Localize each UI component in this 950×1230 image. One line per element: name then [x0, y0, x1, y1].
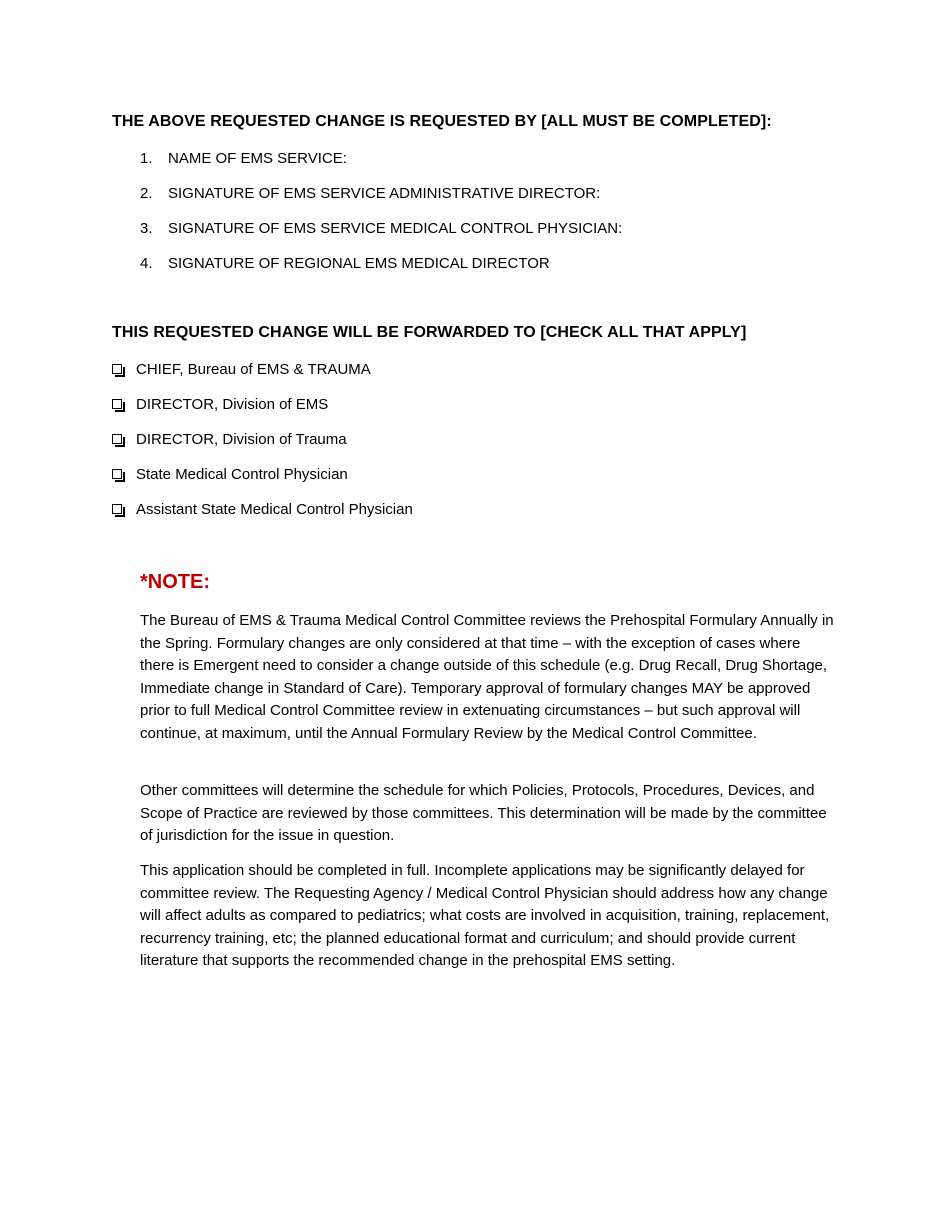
- checklist-item-label: State Medical Control Physician: [136, 466, 348, 483]
- requester-item-regional-director: [140, 255, 622, 290]
- checklist-item-assistant-state-physician[interactable]: [112, 501, 413, 536]
- checklist-item-label: DIRECTOR, Division of Trauma: [136, 431, 347, 448]
- list-number: 3.: [140, 220, 153, 237]
- forwarded-to-checklist: [112, 361, 413, 536]
- checkbox-icon[interactable]: [112, 364, 122, 374]
- checkbox-icon[interactable]: [112, 504, 122, 514]
- note-paragraph-application: This application should be completed in full. Incomplete applications may be significantly delayed for committee review. The Requesting Agency / Medical Control Physician should address how any change will affect adults as compared to pediatrics; what costs are involved in acquisition, training, replacement, recurrency training, etc; the planned educational format and curriculum; and should provide current literature that supports the recommended change in the prehospital EMS setting.: [140, 862, 830, 970]
- note-paragraph-formulary: The Bureau of EMS & Trauma Medical Control Committee reviews the Prehospital Formulary Annually in the Spring. Formulary changes are only considered at that time – with the exception of cases where there is Emergent need to consider a change outside of this schedule (e.g. Drug Recall, Drug Shortage, Immediate change in Standard of Care). Temporary approval of formulary changes MAY be approved prior to full Medical Control Committee review in extenuating circumstances – but such approval will continue, at maximum, until the Annual Formulary Review by the Medical Control Committee.: [140, 612, 834, 742]
- forwarded-to-heading: THIS REQUESTED CHANGE WILL BE FORWARDED TO [CHECK ALL THAT APPLY]: [112, 324, 747, 341]
- checklist-item-state-physician[interactable]: [112, 466, 413, 501]
- list-item-text: SIGNATURE OF REGIONAL EMS MEDICAL DIRECTOR: [168, 255, 550, 272]
- list-item-text: NAME OF EMS SERVICE:: [168, 150, 347, 167]
- checklist-item-director-trauma[interactable]: [112, 431, 413, 466]
- checklist-item-label: CHIEF, Bureau of EMS & TRAUMA: [136, 361, 371, 378]
- checkbox-icon[interactable]: [112, 434, 122, 444]
- checklist-item-label: DIRECTOR, Division of EMS: [136, 396, 329, 413]
- requester-list: [140, 150, 622, 290]
- list-item-text: SIGNATURE OF EMS SERVICE ADMINISTRATIVE DIRECTOR:: [168, 185, 601, 202]
- requester-item-admin-director: [140, 185, 622, 220]
- checklist-item-chief[interactable]: [112, 361, 413, 396]
- note-paragraph-committees: Other committees will determine the schedule for which Policies, Protocols, Procedures, Devices, and Scope of Practice are reviewed by those committees. This determination will be made by the committee of jurisdiction for the issue in question.: [140, 782, 827, 845]
- requester-item-service-name: [140, 150, 622, 185]
- requested-by-heading: THE ABOVE REQUESTED CHANGE IS REQUESTED BY [ALL MUST BE COMPLETED]:: [112, 113, 772, 130]
- checklist-item-label: Assistant State Medical Control Physician: [136, 501, 413, 518]
- list-number: 1.: [140, 150, 153, 167]
- note-title: *NOTE:: [140, 571, 210, 593]
- requester-item-medical-control-physician: [140, 220, 622, 255]
- checkbox-icon[interactable]: [112, 399, 122, 409]
- list-number: 4.: [140, 255, 153, 272]
- checklist-item-director-ems[interactable]: [112, 396, 413, 431]
- checkbox-icon[interactable]: [112, 469, 122, 479]
- list-number: 2.: [140, 185, 153, 202]
- list-item-text: SIGNATURE OF EMS SERVICE MEDICAL CONTROL PHYSICIAN:: [168, 220, 623, 237]
